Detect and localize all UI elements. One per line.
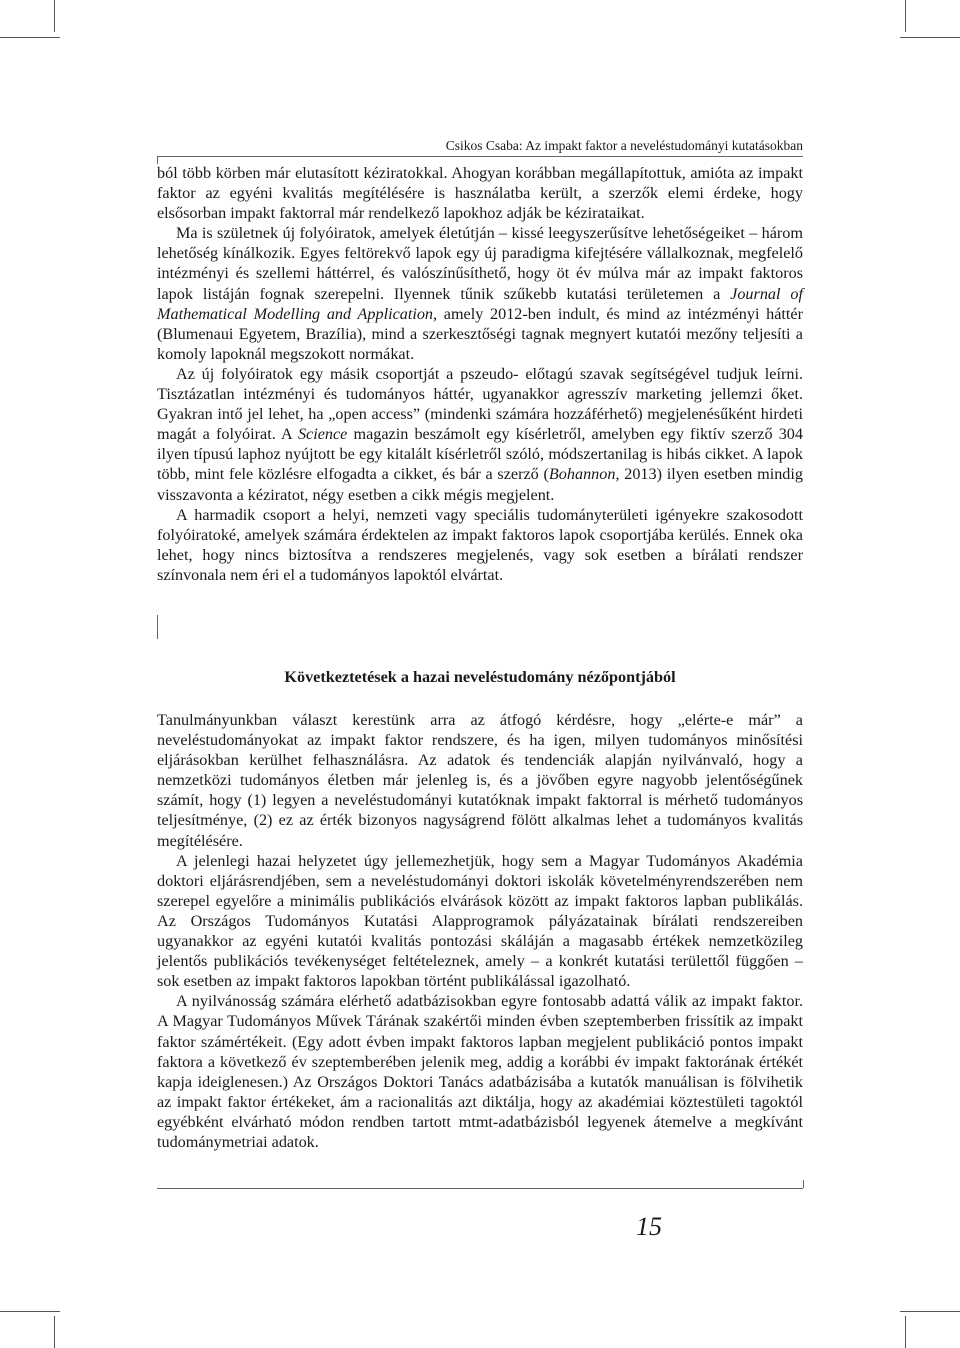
page-number: 15 [636, 1212, 662, 1241]
text-run: Ma is születnek új folyóiratok, amelyek életútján – kissé leegyszerűsítve lehetőségeiket – három lehetőség kínálkozik. Egyes feltörekvő lapok egy új paradigma kifejtésére vállalkoznak, megfelelő intézményi és szellemi háttérrel, és valószínűsíthető, hogy öt év múlva már az impakt faktoros lapok listáján fognak szerepelni. Ilyennek tűnik szűkebb kutatási területemen a [157, 224, 803, 303]
running-head: Csikos Csaba: Az impakt faktor a neveléstudományi kutatásokban [445, 138, 803, 153]
header-rule [157, 156, 803, 157]
margin-rule [157, 615, 158, 639]
paragraph [157, 505, 803, 585]
section-heading: Következtetések a hazai neveléstudomány nézőpontjából [284, 668, 676, 686]
crop-mark [900, 37, 960, 38]
crop-mark [0, 37, 60, 38]
text-run: , amely 2012-ben indult, és mind az intézményi háttér (Blumenaui Egyetem, Brazília), mind a szerkesztőségi tagnak megnyert kutatói mezőny teljesíti a komoly lapoknál megszokott normákat. [157, 304, 803, 363]
italic-text: Bohannon [548, 465, 616, 484]
crop-mark [905, 1316, 906, 1348]
text-run: , 2013) ilyen esetben mindig visszavonta a kéziratot, négy esetben a cikk mégis megjelent. [157, 465, 803, 504]
text-run: A harmadik csoport a helyi, nemzeti vagy speciális tudományterületi igényekre szakosodott folyóiratoké, amelyek számára érdektelen az impakt faktoros lapok csoportjába kerülés. Ennek oka lehet, hogy nincs biztosítva a rendszeres megjelenés, vagy sok esetben a bírálati rendszer színvonala nem éri el a tudományos lapoktól elvártat. [157, 505, 803, 584]
crop-mark [905, 0, 906, 32]
italic-text: Journal of Mathematical Modelling and Application [157, 284, 803, 323]
paragraph [157, 223, 803, 364]
paragraph [157, 364, 803, 505]
text-run: A nyilvánosság számára elérhető adatbázisokban egyre fontosabb adattá válik az impakt faktor. A Magyar Tudományos Művek Tárának szakértői minden évben szeptemberben frissítik az impakt faktor számértékeit. (Egy adott évben impakt faktoros lapban megjelent publikáció pontos impakt faktora a következő év szeptemberében jelenik meg, addig a korábbi év impakt faktorának értékét kapja ideiglenesen.) Az Országos Doktori Tanács adatbázisába a kutatók manuálisan is fölvihetik az impakt faktor értékeket, ám a racionalitás azt diktálja, hogy az akadémiai köztestületi tagoktól egyébként elvárható módon rendben tartott mtmt-adatbázisból legyenek átemelve a megkívánt tudománymetriai adatok. [157, 992, 803, 1151]
paragraph [157, 851, 803, 992]
crop-mark [0, 1311, 60, 1312]
text-run: magazin beszámolt egy kísérletről, amelyben egy fiktív szerző 304 ilyen típusú laphoz nyújtott be egy kitalált kísérletről szóló, módszertanilag is hibás cikket. A lapok több, mint fele közlésre elfogadta a cikket, és bár a szerző ( [157, 425, 803, 484]
footer-rule-tick [803, 1180, 804, 1188]
body-text-bottom [157, 710, 803, 1152]
paragraph [157, 710, 803, 851]
italic-text: Science [297, 425, 348, 444]
crop-mark [54, 1316, 55, 1348]
crop-mark [54, 0, 55, 32]
paragraph [157, 163, 803, 223]
body-text-top [157, 163, 803, 585]
text-run: Az új folyóiratok egy másik csoportját a pszeudo- előtagú szavak segítségével tudjuk leírni. Tisztázatlan intézményi és tudományos háttér, ugyanakkor agresszív marketing jellemzi őket. Gyakran intő jel lehet, ha „open access” (mindenki számára hozzáférhető) megjelenésűként hirdeti magát a folyóirat. A [157, 364, 803, 444]
text-run: ból több körben már elutasított kéziratokkal. Ahogyan korábban megállapítottuk, amióta az impakt faktor az egyéni kvalitás megítélésére is használatba került, a szerzők elemi érdeke, hogy elsősorban impakt faktorral már rendelkező lapokhoz adják be kézirataikat. [157, 164, 803, 223]
paragraph [157, 991, 803, 1152]
crop-mark [900, 1311, 960, 1312]
text-run: Tanulmányunkban választ kerestünk arra az átfogó kérdésre, hogy „elérte-e már” a neveléstudományokat az impakt faktor rendszere, és ha igen, milyen tudományos minősítési eljárásokban kerülhet felhasználásra. Az adatok és tendenciák alapján nyilvánvaló, hogy a nemzetközi tudományos életben már jelenleg is, és a jövőben egyre nagyobb jelentőségűnek számít, hogy (1) legyen a neveléstudományi kutatóknak impakt faktorral is mérhető tudományos teljesítménye, (2) ez az érték bizonyos nagyságrend fölött alkalmas lehet a tudományos kvalitás megítélésére. [157, 711, 803, 850]
text-run: A jelenlegi hazai helyzetet úgy jellemezhetjük, hogy sem a Magyar Tudományos Akadémia doktori eljárásrendjében, sem a neveléstudományi doktori iskolák követelményrendszerében nem szerepel egyelőre a minimális publikációs elvárások között az impakt faktoros lapban publikálás. Az Országos Tudományos Kutatási Alapprogramok pályázatainak bírálati rendszereiben ugyanakkor az egyéni kutatói kvalitás pontozási skáláján a magasabb értékek nemzetközileg jelentős publikációs tevékenységet feltételeznek, amely – a konkrét kutatási területtől függően – sok esetben az impakt faktoros lapokban történt publikálással igazolható. [157, 851, 803, 991]
footer-rule [157, 1188, 803, 1189]
